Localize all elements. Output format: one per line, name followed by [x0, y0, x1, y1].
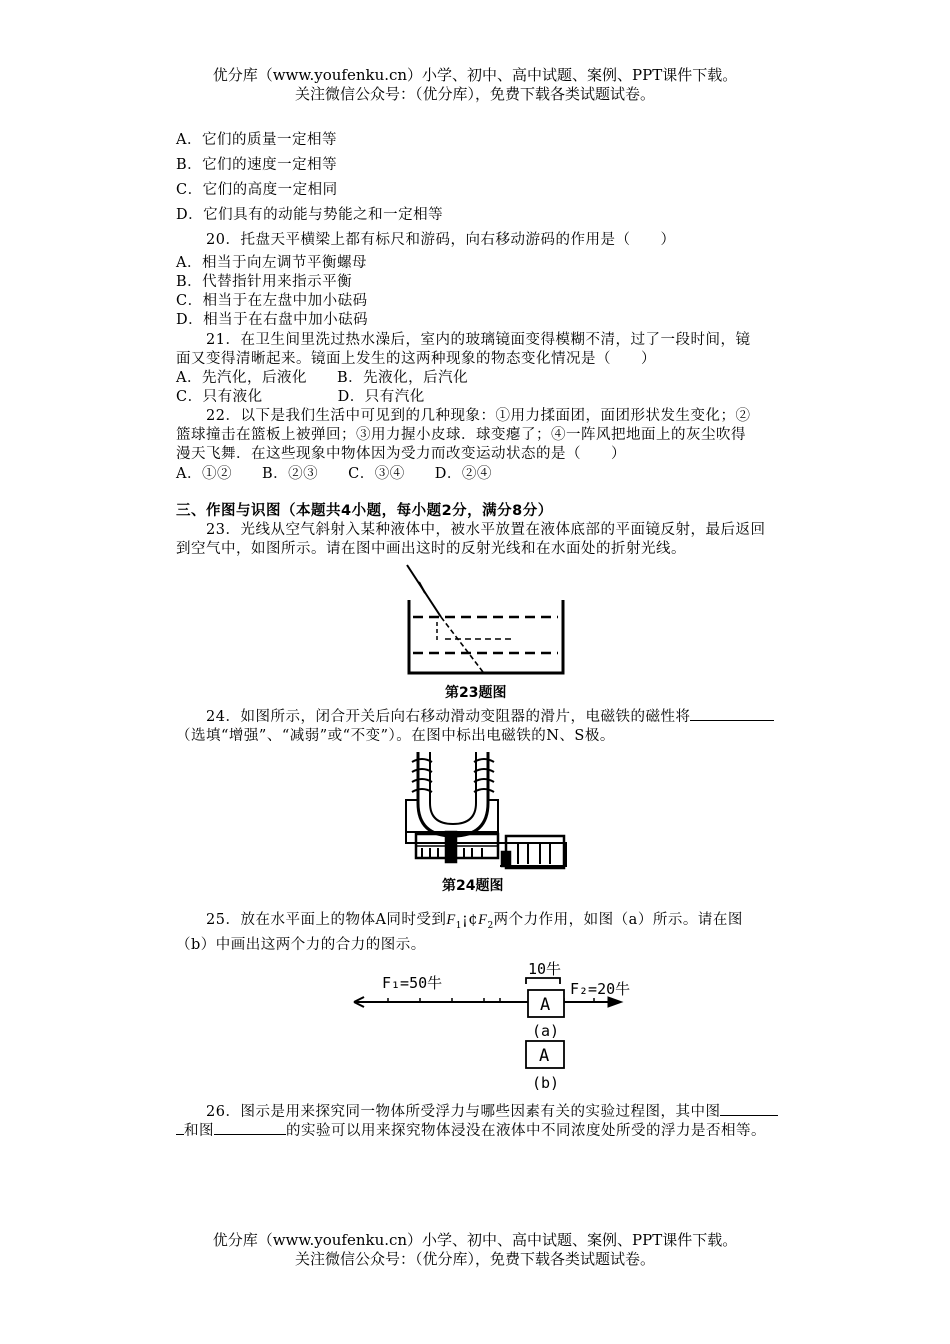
- q21-options-row-1: A．先汽化，后液化 B．先液化，后汽化: [176, 370, 469, 386]
- q19-option-a: A．它们的质量一定相等: [176, 132, 337, 148]
- q24-line-2: （选填“增强”、“减弱”或“不变”）。在图中标出电磁铁的N、S极。: [176, 728, 615, 744]
- q25-f1-sub: 1: [455, 920, 463, 931]
- label-f1: F₁=50牛: [382, 974, 443, 992]
- page-footer: [0, 1231, 950, 1269]
- box-b-label: A: [539, 1046, 550, 1066]
- q26-blank-2[interactable]: [214, 1120, 286, 1135]
- q25-line-1: [206, 908, 743, 931]
- q26-line-2: [176, 1119, 766, 1140]
- q26-line-1: [206, 1100, 778, 1121]
- q22-line-1: 22．以下是我们生活中可见到的几种现象：①用力揉面团，面团形状发生变化；②: [206, 408, 751, 424]
- q26-line-1-text: 26．图示是用来探究同一物体所受浮力与哪些因素有关的实验过程图，其中图: [206, 1104, 721, 1120]
- caption-a: (a): [532, 1022, 560, 1040]
- q25-sep: ¡¢: [462, 912, 479, 928]
- q21-stem-1: 21．在卫生间里洗过热水澡后，室内的玻璃镜面变得模糊不清，过了一段时间，镜: [206, 332, 751, 348]
- header-line-1: 优分库（www.youfenku.cn）小学、初中、高中试题、案例、PPT课件下载。: [212, 66, 738, 84]
- q23-caption: 第23题图: [445, 685, 507, 701]
- q23-line-1: 23．光线从空气斜射入某种液体中，被水平放置在液体底部的平面镜反射，最后返回: [206, 522, 766, 538]
- q21-stem-2: 面又变得清晰起来。镜面上发生的这两种现象的物态变化情况是（ ）: [176, 351, 656, 367]
- q26-blank-1b[interactable]: [176, 1120, 184, 1135]
- q25-f2-sub: 2: [487, 920, 494, 931]
- q20-stem: 20．托盘天平横梁上都有标尺和游码，向右移动游码的作用是（ ）: [206, 232, 676, 248]
- scale-bar: [526, 978, 560, 984]
- header-line-2: 关注微信公众号：（优分库），免费下载各类试题试卷。: [294, 85, 655, 103]
- q22-line-2: 篮球撞击在篮板上被弹回；③用力握小皮球．球变瘪了；④一阵风把地面上的灰尘吹得: [176, 427, 746, 443]
- label-scale: 10牛: [528, 960, 562, 978]
- q23-figure: [395, 560, 575, 705]
- q25-text-after: 两个力作用，如图（a）所示。请在图: [493, 912, 743, 928]
- page-header: [0, 66, 950, 104]
- q26-line-2-mid: 和图: [184, 1123, 214, 1139]
- q25-line-2: （b）中画出这两个力的合力的图示。: [176, 937, 426, 953]
- q22-options: A．①② B．②③ C．③④ D．②④: [176, 466, 492, 482]
- battery-box: [506, 836, 564, 868]
- q20-option-a: A．相当于向左调节平衡螺母: [176, 255, 367, 271]
- footer-line-2: 关注微信公众号：（优分库），免费下载各类试题试卷。: [294, 1250, 655, 1268]
- q26-line-2-after: 的实验可以用来探究物体浸没在液体中不同浓度处所受的浮力是否相等。: [286, 1123, 766, 1139]
- rheostat-slider: [446, 832, 456, 862]
- q19-option-d: D．它们具有的动能与势能之和一定相等: [176, 207, 444, 223]
- q19-option-b: B．它们的速度一定相等: [176, 157, 338, 173]
- q21-options-row-2: C．只有液化 D．只有汽化: [176, 389, 425, 405]
- f2-arrowhead: [608, 997, 622, 1007]
- footer-line-1: 优分库（www.youfenku.cn）小学、初中、高中试题、案例、PPT课件下载。: [212, 1231, 738, 1249]
- q22-line-3: 漫天飞舞．在这些现象中物体因为受力而改变运动状态的是（ ）: [176, 446, 626, 462]
- q20-option-d: D．相当于在右盘中加小砝码: [176, 312, 369, 328]
- q19-option-c: C．它们的高度一定相同: [176, 182, 338, 198]
- q23-line-2: 到空气中，如图所示。请在图中画出这时的反射光线和在水面处的折射光线。: [176, 541, 686, 557]
- q24-caption: 第24题图: [442, 878, 504, 893]
- box-a-label: A: [540, 995, 551, 1015]
- q25-f1: F: [446, 912, 456, 928]
- q25-f2: F: [478, 912, 488, 928]
- label-f2: F₂=20牛: [570, 980, 631, 998]
- q24-line-1: [206, 705, 774, 726]
- container: [409, 600, 563, 673]
- q20-option-b: B．代替指针用来指示平衡: [176, 274, 353, 290]
- q20-option-c: C．相当于在左盘中加小砝码: [176, 293, 368, 309]
- q24-figure: [398, 748, 578, 893]
- section-3-title: 三、作图与识图（本题共4小题，每小题2分，满分8分）: [176, 503, 553, 519]
- caption-b: (b): [532, 1074, 560, 1092]
- q24-blank[interactable]: [690, 706, 774, 721]
- q25-text-before: 25．放在水平面上的物体A同时受到: [206, 912, 447, 928]
- q26-blank-1a[interactable]: [720, 1101, 778, 1116]
- q25-figure: [350, 958, 640, 1093]
- q24-line-1-text: 24．如图所示，闭合开关后向右移动滑动变阻器的滑片，电磁铁的磁性将: [206, 709, 691, 725]
